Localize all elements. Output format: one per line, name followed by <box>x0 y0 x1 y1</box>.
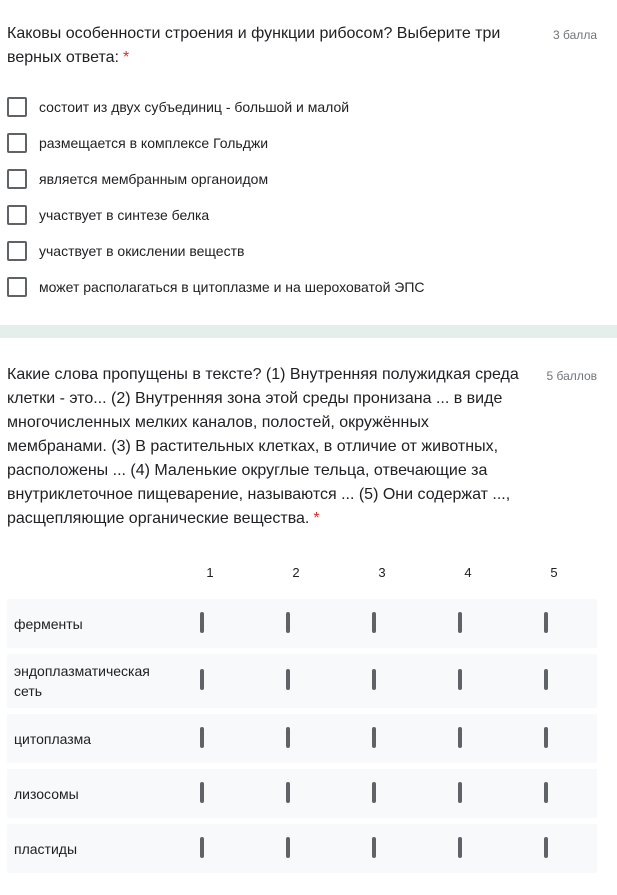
grid-cell-checkbox[interactable] <box>458 784 478 804</box>
checkbox[interactable] <box>7 241 27 261</box>
question-1-title: Каковы особенности строения и функции рибосом? Выберите три верных ответа: * <box>7 25 501 66</box>
grid-cell-checkbox[interactable] <box>372 729 392 749</box>
column-header-2: 2 <box>292 565 300 580</box>
grid-row-tsitoplazma <box>7 714 597 763</box>
required-asterisk: * <box>313 510 320 527</box>
question-2-card <box>0 338 617 895</box>
grid-cell-checkbox[interactable] <box>372 839 392 859</box>
grid-row-plastidy <box>7 824 597 873</box>
checkbox[interactable] <box>286 727 290 748</box>
grid-cell-checkbox[interactable] <box>458 839 478 859</box>
checkbox-grid <box>7 553 597 879</box>
checkbox[interactable] <box>200 612 204 633</box>
checkbox[interactable] <box>7 133 27 153</box>
section-divider <box>0 325 617 338</box>
grid-cell-checkbox[interactable] <box>200 839 220 859</box>
column-header-3: 3 <box>378 565 386 580</box>
grid-cell-checkbox[interactable] <box>200 729 220 749</box>
option-3[interactable] <box>7 161 425 197</box>
grid-cell-checkbox[interactable] <box>200 784 220 804</box>
option-label: состоит из двух субъединиц - большой и малой <box>39 99 350 115</box>
checkbox[interactable] <box>200 837 204 858</box>
question-1-points: 3 балла <box>553 28 597 42</box>
grid-row-label: ферменты <box>14 615 83 632</box>
grid-cell-checkbox[interactable] <box>544 614 564 634</box>
checkbox[interactable] <box>458 669 462 690</box>
checkbox[interactable] <box>372 782 376 803</box>
checkbox[interactable] <box>372 612 376 633</box>
column-header-1: 1 <box>206 565 214 580</box>
option-label: размещается в комплексе Гольджи <box>39 135 269 151</box>
option-label: является мембранным органоидом <box>39 171 269 187</box>
grid-row-label: лизосомы <box>14 785 79 802</box>
checkbox[interactable] <box>7 277 27 297</box>
grid-row-label: эндоплазматическая сеть <box>14 663 150 699</box>
checkbox[interactable] <box>458 612 462 633</box>
option-label: участвует в синтезе белка <box>39 207 210 223</box>
checkbox[interactable] <box>372 669 376 690</box>
checkbox[interactable] <box>458 727 462 748</box>
checkbox[interactable] <box>286 669 290 690</box>
checkbox[interactable] <box>544 669 548 690</box>
grid-cell-checkbox[interactable] <box>458 614 478 634</box>
checkbox[interactable] <box>200 782 204 803</box>
question-1-options <box>7 89 425 305</box>
question-1-header <box>7 22 527 70</box>
grid-cell-checkbox[interactable] <box>286 784 306 804</box>
grid-row-lizosomy <box>7 769 597 818</box>
checkbox[interactable] <box>286 612 290 633</box>
grid-cell-checkbox[interactable] <box>458 729 478 749</box>
grid-cell-checkbox[interactable] <box>458 671 478 691</box>
grid-row-eps <box>7 654 597 708</box>
grid-cell-checkbox[interactable] <box>286 839 306 859</box>
grid-cell-checkbox[interactable] <box>200 671 220 691</box>
grid-cell-checkbox[interactable] <box>372 671 392 691</box>
checkbox[interactable] <box>458 782 462 803</box>
option-label: может располагаться в цитоплазме и на шероховатой ЭПС <box>39 279 425 295</box>
column-header-5: 5 <box>550 565 558 580</box>
option-1[interactable] <box>7 89 425 125</box>
checkbox[interactable] <box>200 669 204 690</box>
grid-column-headers <box>7 553 597 599</box>
checkbox[interactable] <box>372 837 376 858</box>
option-2[interactable] <box>7 125 425 161</box>
question-2-points: 5 баллов <box>546 369 597 383</box>
grid-cell-checkbox[interactable] <box>544 839 564 859</box>
checkbox[interactable] <box>544 782 548 803</box>
checkbox[interactable] <box>286 782 290 803</box>
checkbox[interactable] <box>286 837 290 858</box>
required-asterisk: * <box>122 49 130 66</box>
grid-row-fermenty <box>7 599 597 648</box>
grid-cell-checkbox[interactable] <box>286 671 306 691</box>
option-label: участвует в окислении веществ <box>39 243 245 259</box>
column-header-4: 4 <box>464 565 472 580</box>
grid-cell-checkbox[interactable] <box>544 784 564 804</box>
question-1-card <box>0 0 617 325</box>
grid-row-label: цитоплазма <box>14 730 92 747</box>
checkbox[interactable] <box>544 612 548 633</box>
grid-cell-checkbox[interactable] <box>286 729 306 749</box>
grid-cell-checkbox[interactable] <box>544 729 564 749</box>
checkbox[interactable] <box>372 727 376 748</box>
grid-cell-checkbox[interactable] <box>372 614 392 634</box>
grid-cell-checkbox[interactable] <box>372 784 392 804</box>
grid-row-label: пластиды <box>14 840 77 857</box>
checkbox[interactable] <box>7 97 27 117</box>
option-5[interactable] <box>7 233 425 269</box>
checkbox[interactable] <box>544 727 548 748</box>
grid-cell-checkbox[interactable] <box>286 614 306 634</box>
checkbox[interactable] <box>7 169 27 189</box>
question-2-title: Какие слова пропущены в тексте? (1) Внутренняя полужидкая среда клетки - это... (2) Внутренняя зона этой среды пронизана ... в виде многочисленных мелких каналов, полостей, окружённых мембранами. (3) В растительных клетках, в отличие от животных, расположены ... (4) Маленькие округлые тельца, отвечающие за внутриклеточное пищеварение, называются ... (5) Они содержат ..., расщепляющие органические вещества. * <box>7 366 519 527</box>
question-2-header <box>7 363 532 531</box>
checkbox[interactable] <box>7 205 27 225</box>
option-4[interactable] <box>7 197 425 233</box>
checkbox[interactable] <box>200 727 204 748</box>
checkbox[interactable] <box>544 837 548 858</box>
grid-cell-checkbox[interactable] <box>544 671 564 691</box>
checkbox[interactable] <box>458 837 462 858</box>
grid-cell-checkbox[interactable] <box>200 614 220 634</box>
option-6[interactable] <box>7 269 425 305</box>
